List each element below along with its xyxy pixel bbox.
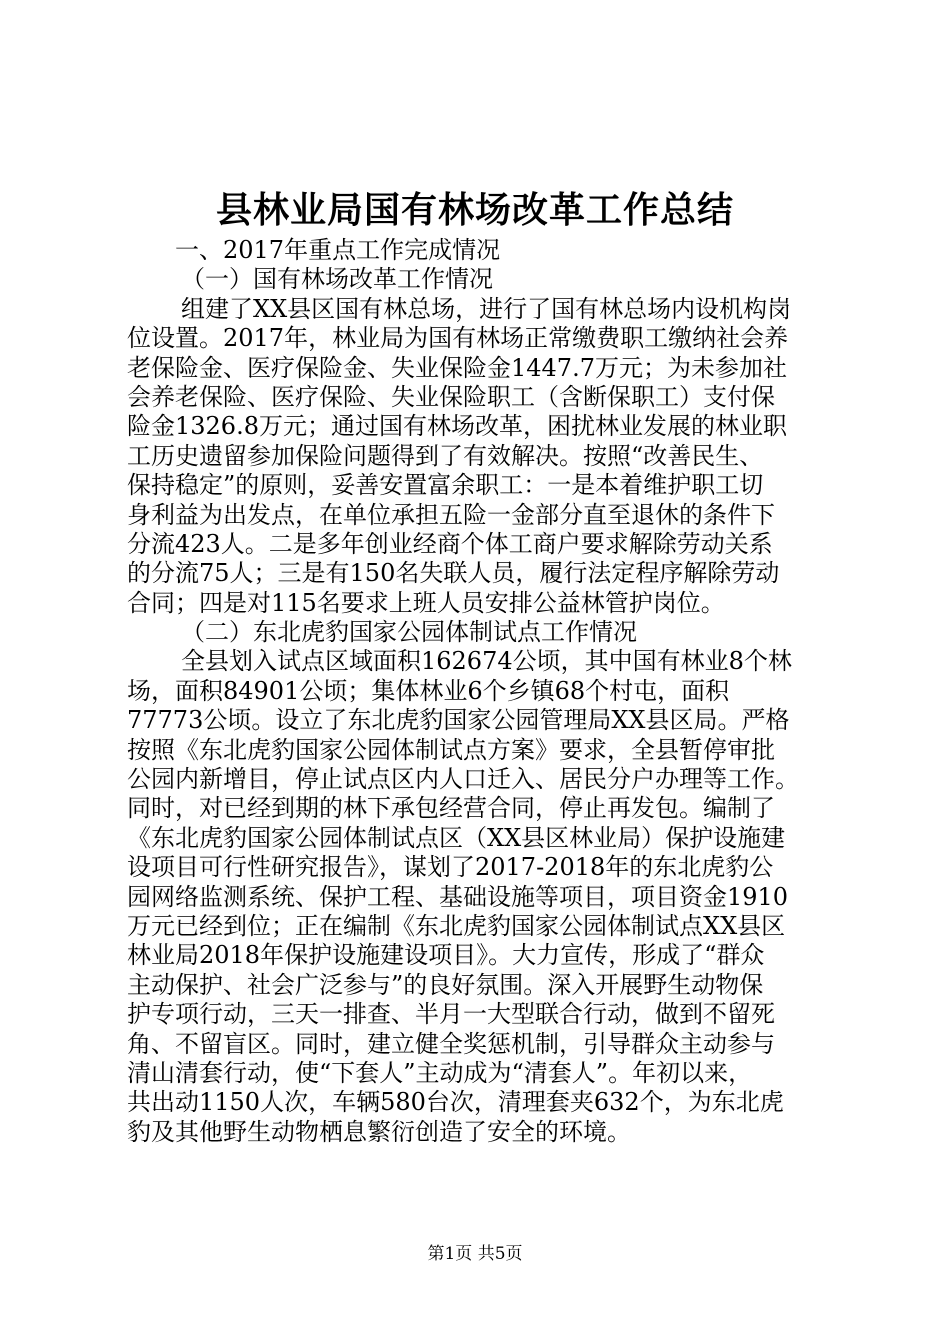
section2-line: 豹及其他野生动物栖息繁衍创造了安全的环境。: [127, 1117, 631, 1146]
document-title: 县林业局国有林场改革工作总结: [215, 189, 734, 231]
section2-line: 按照《东北虎豹国家公园体制试点方案》要求，全县暂停审批: [127, 735, 775, 764]
section2-line: 77773公顷。设立了东北虎豹国家公园管理局XX县区局。严格: [127, 706, 790, 735]
section2-line: 护专项行动，三天一排查、半月一大型联合行动，做到不留死: [127, 1000, 775, 1029]
section2-line: 《东北虎豹国家公园体制试点区（XX县区林业局）保护设施建: [127, 823, 786, 852]
section2-line: 主动保护、社会广泛参与”的良好氛围。深入开展野生动物保: [127, 970, 764, 999]
section1-line: 合同；四是对115名要求上班人员安排公益林管护岗位。: [127, 588, 725, 617]
section2-line: 公园内新增目，停止试点区内人口迁入、居民分户办理等工作。: [127, 765, 799, 794]
heading-level-1: 一、2017年重点工作完成情况: [175, 236, 501, 264]
section1-line: 的分流75人；三是有150名失联人员，履行法定程序解除劳动: [127, 559, 780, 588]
section2-line: 同时，对已经到期的林下承包经营合同，停止再发包。编制了: [127, 794, 775, 823]
section2-line: 设项目可行性研究报告》，谋划了2017-2018年的东北虎豹公: [127, 853, 774, 882]
section1-line: 会养老保险、医疗保险、失业保险职工（含断保职工）支付保: [127, 382, 775, 411]
section2-line: 林业局2018年保护设施建设项目》。大力宣传，形成了“群众: [127, 941, 765, 970]
section2-line: 清山清套行动，使“下套人”主动成为“清套人”。年初以来，: [127, 1058, 753, 1087]
document-body: [127, 236, 827, 1147]
section2-heading: （二）东北虎豹国家公园体制试点工作情况: [181, 618, 637, 647]
section2-line: 园网络监测系统、保护工程、基础设施等项目，项目资金1910: [127, 882, 789, 911]
section1-line: 位设置。2017年，林业局为国有林场正常缴费职工缴纳社会养: [127, 324, 789, 353]
section2-line: 万元已经到位；正在编制《东北虎豹国家公园体制试点XX县区: [127, 911, 786, 940]
section2-line: 角、不留盲区。同时，建立健全奖惩机制，引导群众主动参与: [127, 1029, 775, 1058]
section2-line: 场，面积84901公顷；集体林业6个乡镇68个村屯，面积: [127, 676, 730, 705]
section1-heading: （一）国有林场改革工作情况: [181, 265, 493, 294]
section2-line: 共出动1150人次，车辆580台次，清理套夹632个，为东北虎: [127, 1088, 784, 1117]
section1-line: 保持稳定”的原则，妥善安置富余职工：一是本着维护职工切: [127, 471, 764, 500]
section1-line: 险金1326.8万元；通过国有林场改革，困扰林业发展的林业职: [127, 412, 787, 441]
section1-line: 分流423人。二是多年创业经商个体工商户要求解除劳动关系: [127, 529, 773, 558]
page-footer: 第1页 共5页: [427, 1244, 523, 1264]
section1-line: 身利益为出发点，在单位承担五险一金部分直至退休的条件下: [127, 500, 775, 529]
section1-line: 组建了XX县区国有林总场，进行了国有林总场内设机构岗: [181, 294, 792, 323]
section1-line: 工历史遗留参加保险问题得到了有效解决。按照“改善民生、: [127, 441, 764, 470]
section2-line: 全县划入试点区域面积162674公顷，其中国有林业8个林: [181, 647, 792, 676]
section1-line: 老保险金、医疗保险金、失业保险金1447.7万元；为未参加社: [127, 353, 787, 382]
